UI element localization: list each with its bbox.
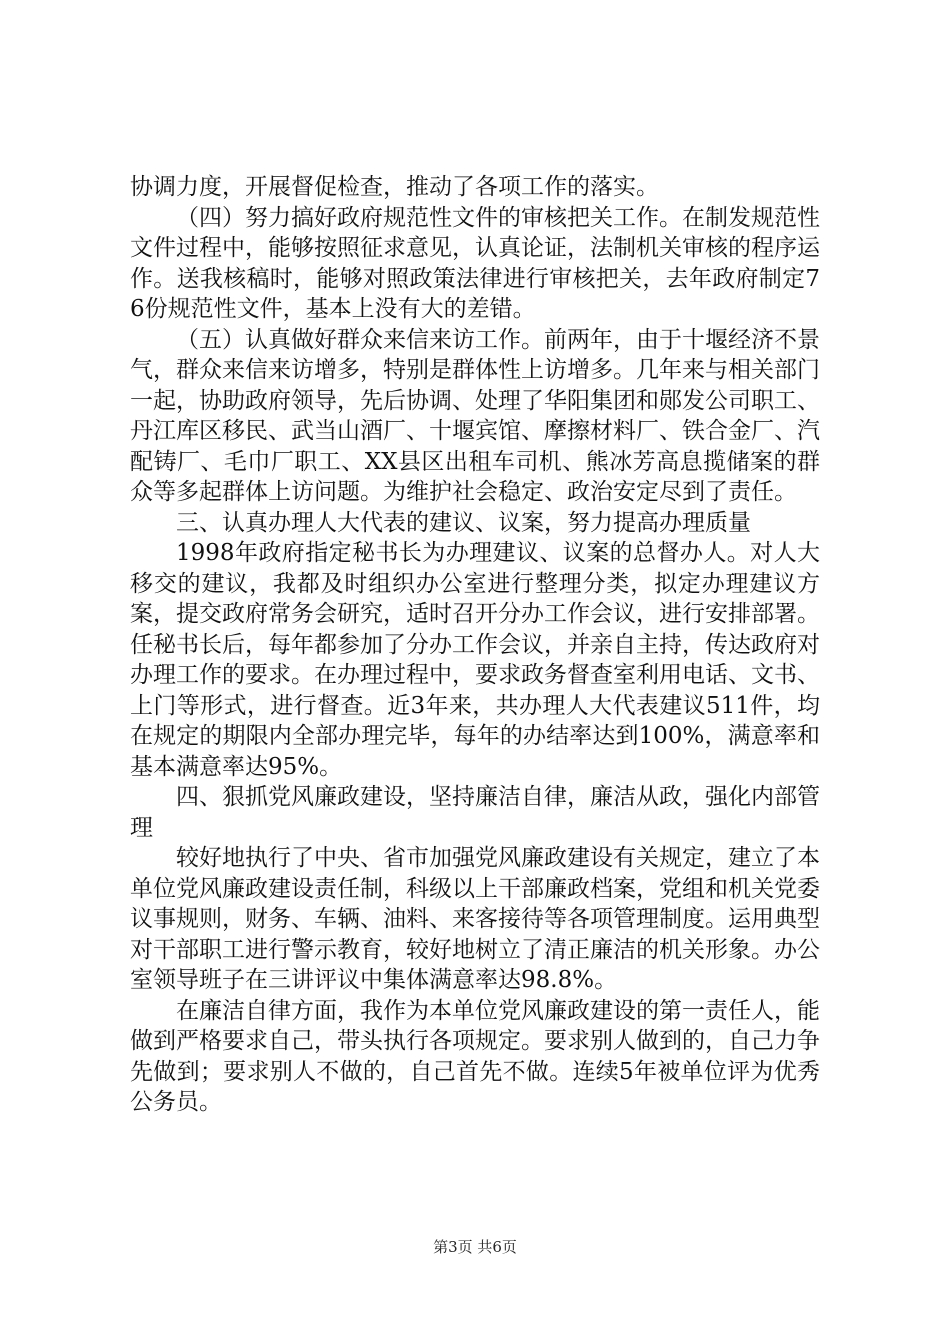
paragraph-self-discipline: 在廉洁自律方面，我作为本单位党风廉政建设的第一责任人，能做到严格要求自己，带头执行各项规定。要求别人做到的，自己力争先做到；要求别人不做的，自己首先不做。连续5年被单位评为优秀公务员。: [130, 997, 820, 1115]
paragraph-section-4: （四）努力搞好政府规范性文件的审核把关工作。在制发规范性文件过程中，能够按照征求意见，认真论证，法制机关审核的程序运作。送我核稿时，能够对照政策法律进行审核把关，去年政府制定76份规范性文件，基本上没有大的差错。: [130, 204, 820, 322]
heading-part-4: 四、狠抓党风廉政建设，坚持廉洁自律，廉洁从政，强化内部管理: [130, 784, 820, 841]
paragraph-proposals: 1998年政府指定秘书长为办理建议、议案的总督办人。对人大移交的建议，我都及时组织办公室进行整理分类，拟定办理建议方案，提交政府常务会研究，适时召开分办工作会议，进行安排部署。任秘书长后，每年都参加了分办工作会议，并亲自主持，传达政府对办理工作的要求。在办理过程中，要求政务督查室利用电话、文书、上门等形式，进行督查。近3年来，共办理人大代表建议511件，均在规定的期限内全部办理完毕，每年的办结率达到100%，满意率和基本满意率达95%。: [130, 540, 820, 780]
paragraph-continuation: 协调力度，开展督促检查，推动了各项工作的落实。: [130, 174, 659, 200]
page-number-label: 第3页 共6页: [433, 1238, 517, 1256]
paragraph-integrity-rules: 较好地执行了中央、省市加强党风廉政建设有关规定，建立了本单位党风廉政建设责任制，科级以上干部廉政档案，党组和机关党委议事规则，财务、车辆、油料、来客接待等各项管理制度。运用典型对干部职工进行警示教育，较好地树立了清正廉洁的机关形象。办公室领导班子在三讲评议中集体满意率达98.8%。: [130, 845, 820, 993]
page-footer: [0, 1236, 950, 1257]
paragraph-section-5: （五）认真做好群众来信来访工作。前两年，由于十堰经济不景气，群众来信来访增多，特别是群体性上访增多。几年来与相关部门一起，协助政府领导，先后协调、处理了华阳集团和郧发公司职工、丹江库区移民、武当山酒厂、十堰宾馆、摩擦材料厂、铁合金厂、汽配铸厂、毛巾厂职工、XX县区出租车司机、熊冰芳高息揽储案的群众等多起群体上访问题。为维护社会稳定、政治安定尽到了责任。: [130, 326, 820, 505]
document-body: [130, 172, 820, 1118]
heading-part-3: 三、认真办理人大代表的建议、议案，努力提高办理质量: [176, 509, 751, 536]
